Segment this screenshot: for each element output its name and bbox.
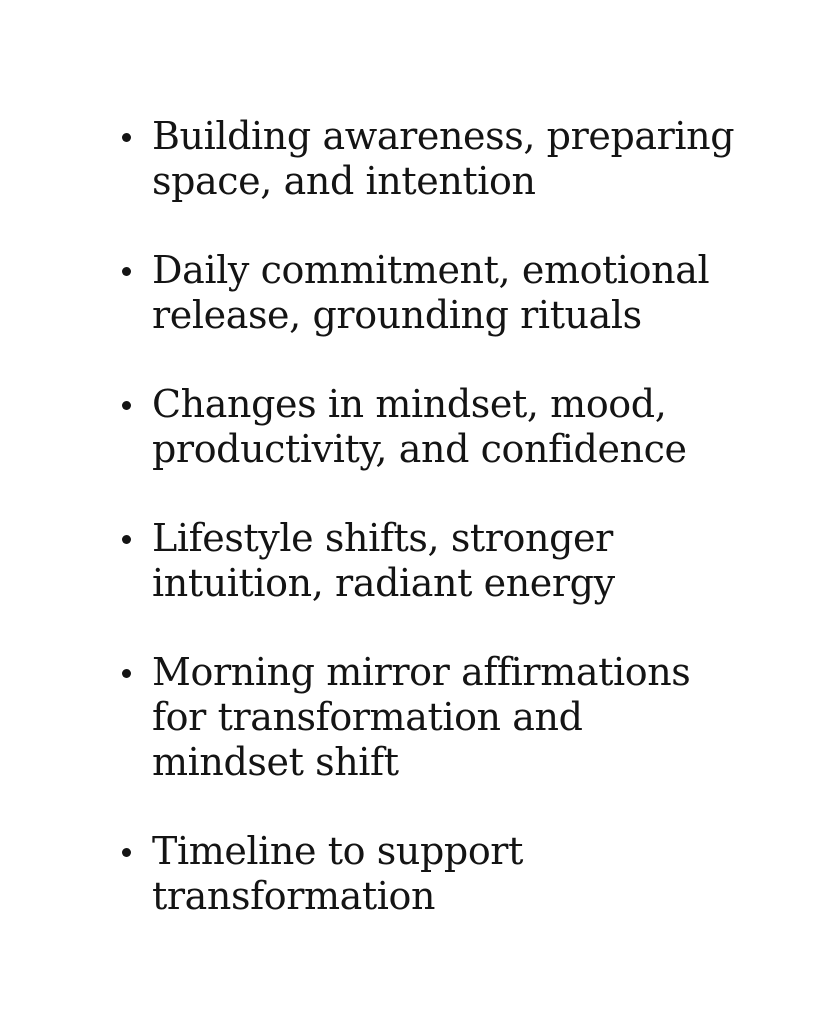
bullet-icon	[122, 848, 131, 857]
list-item	[118, 829, 758, 919]
list-item	[118, 516, 758, 606]
bullet-text: Changes in mindset, mood, productivity, and confidence	[152, 382, 687, 471]
bullet-icon	[122, 267, 131, 276]
list-item	[118, 248, 758, 338]
bullet-list	[118, 114, 758, 919]
bullet-text: Morning mirror affirmations for transformation and mindset shift	[152, 650, 691, 784]
bullet-icon	[122, 401, 131, 410]
bullet-text: Timeline to support transformation	[152, 829, 523, 918]
bullet-text: Building awareness, preparing space, and intention	[152, 114, 735, 203]
list-item	[118, 382, 758, 472]
bullet-text: Daily commitment, emotional release, grounding rituals	[152, 248, 710, 337]
bullet-icon	[122, 535, 131, 544]
bullet-icon	[122, 133, 131, 142]
list-item	[118, 114, 758, 204]
list-item	[118, 650, 758, 785]
bullet-icon	[122, 669, 131, 678]
bullet-text: Lifestyle shifts, stronger intuition, radiant energy	[152, 516, 615, 605]
